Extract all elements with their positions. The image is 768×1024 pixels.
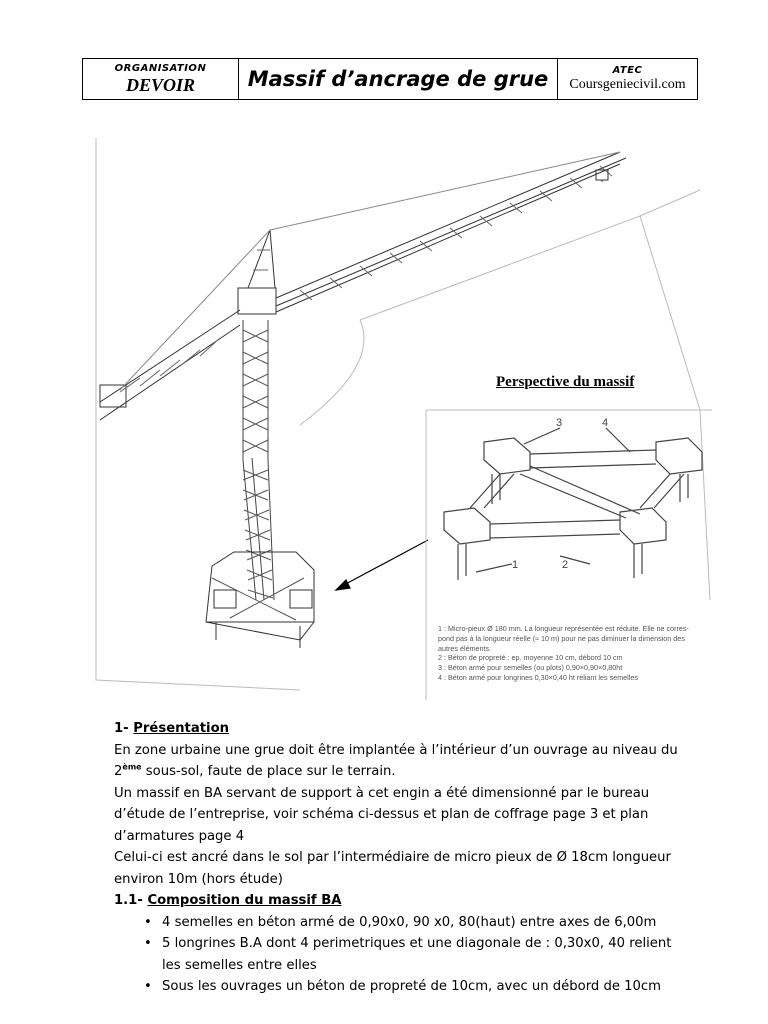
paragraph-line: Un massif en BA servant de support à cet engin a été dimensionné par le bureau [114,785,650,801]
body-text [114,718,724,998]
paragraph-line: En zone urbaine une grue doit être implantée à l’intérieur d’un ouvrage au niveau du [114,742,678,758]
header-atec-cell [558,59,697,99]
legend-line: 2 : Béton de propreté : ep. moyenne 10 cm, débord 10 cm [438,653,623,663]
section-heading-1 [114,718,724,740]
label-3: 3 [556,417,563,429]
devoir-label: DEVOIR [125,74,196,95]
legend-line: 4 : Béton armé pour longrines 0,30×0,40 ht reliant les semelles [438,672,638,682]
atec-label: ATEC [612,65,643,76]
perspective-title: Perspective du massif [496,374,635,390]
section-number: 1- [114,721,134,736]
paragraph-line: Celui-ci est ancré dans le sol par l’intermédiaire de micro pieux de Ø 18cm longueur [114,850,671,865]
list-item: • 4 semelles en béton armé de 0,90x0, 90 x0, 80(haut) entre axes de 6,00m [162,912,724,934]
ordinal-superscript: ème [122,762,142,772]
list-item [162,933,724,976]
page-title: Massif d’ancrage de grue [247,67,549,91]
label-1: 1 [512,559,519,571]
figure-legend [438,624,718,683]
label-4: 4 [602,417,609,429]
legend-line: pond pas à la longueur réelle (≈ 10 m) pour ne pas diminuer la dimension des [438,633,685,643]
label-2: 2 [562,559,569,571]
section-number: 1.1- [114,893,148,908]
composition-list [114,912,724,998]
site-label: Coursgeniecivil.com [569,77,686,92]
scan-background [96,138,710,690]
header-title-cell [239,59,558,99]
section-title: Présentation [133,721,230,736]
section-title: Composition du massif BA [147,893,342,908]
crane-figure [0,120,768,700]
paragraph-line: d’armatures page 4 [114,828,245,844]
pointer-arrow [336,540,428,590]
paragraph-text: sous-sol, faute de place sur le terrain. [141,764,396,779]
document-header [82,58,698,100]
list-item-text: 5 longrines B.A dont 4 perimetriques et une diagonale de : 0,30x0, 40 relient [162,936,672,951]
crane-drawing [100,152,626,648]
massif-perspective [444,428,702,580]
paragraph-line [114,761,724,783]
legend-line: 3 : Béton armé pour semelles (ou plots) 0,90×0,90×0,80ht [438,663,623,673]
list-item-text: les semelles entre elles [162,957,317,973]
ordinal-number: 2 [114,764,123,779]
legend-line: autres éléments. [438,643,492,653]
organisation-label: ORGANISATION [114,62,207,74]
list-item: • Sous les ouvrages un béton de propreté de 10cm, avec un débord de 10cm [162,976,724,998]
header-organisation-cell [83,59,239,99]
paragraph-line: environ 10m (hors étude) [114,871,283,887]
paragraph-line: d’étude de l’entreprise, voir schéma ci-dessus et plan de coffrage page 3 et plan [114,807,649,822]
section-heading-1-1 [114,890,724,912]
legend-line: 1 : Micro-pieux Ø 180 mm. La longueur représentée est réduite. Elle ne corres- [438,624,689,633]
